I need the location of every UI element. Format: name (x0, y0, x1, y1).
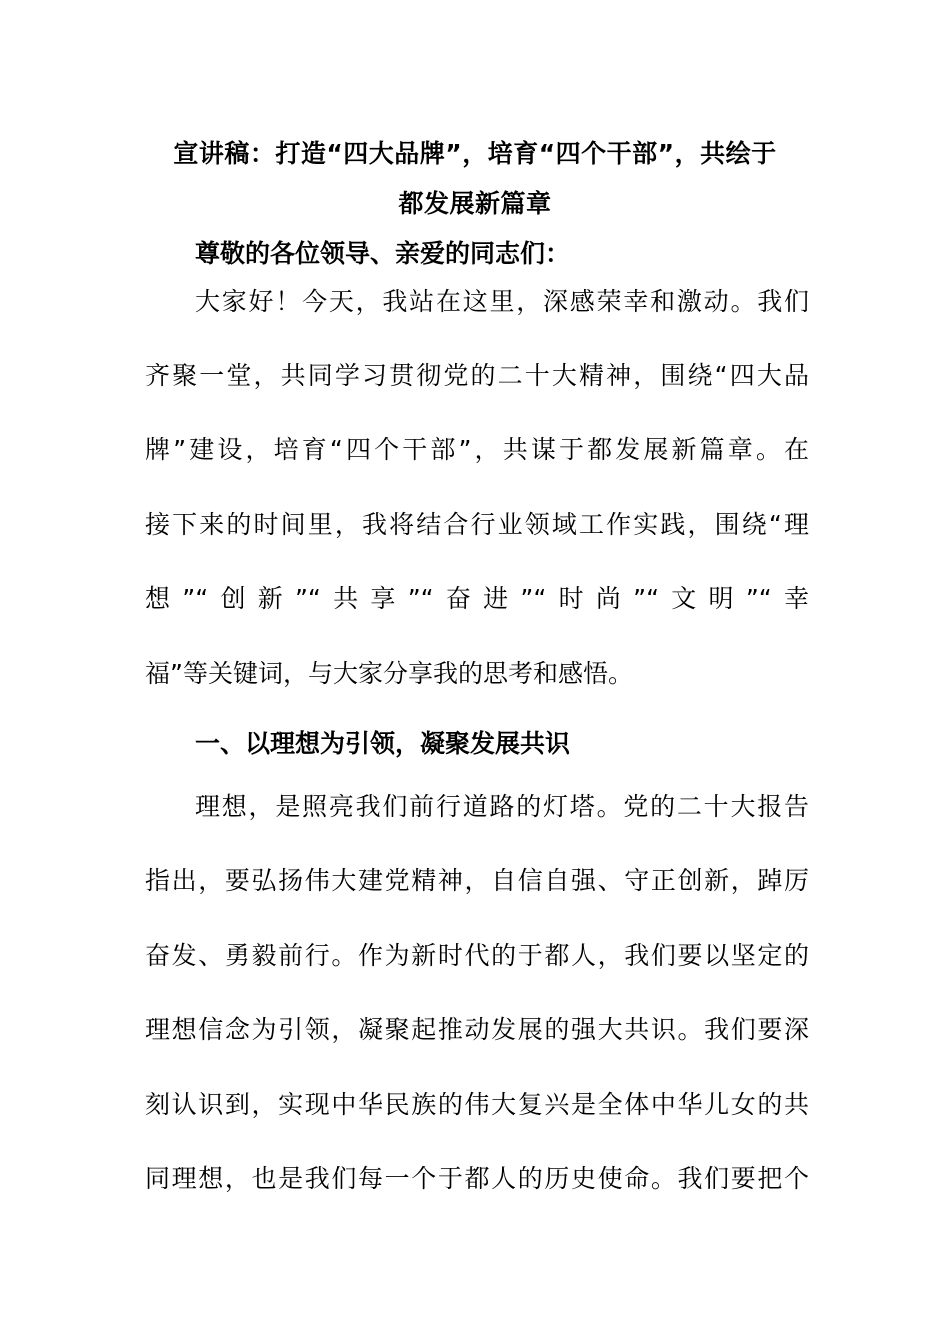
paragraph-line: 刻认识到，实现中华民族的伟大复兴是全体中华儿女的共 (145, 1090, 809, 1119)
document-title-line-2: 都发展新篇章 (398, 189, 552, 218)
paragraph-line: 接下来的时间里，我将结合行业领域工作实践，围绕“理 (145, 510, 809, 539)
paragraph-line: 大家好！今天，我站在这里，深感荣幸和激动。我们 (195, 287, 809, 316)
paragraph-line: 福”等关键词，与大家分享我的思考和感悟。 (145, 659, 633, 688)
document-title-line-1: 宣讲稿：打造“四大品牌”，培育“四个干部”，共绘于 (173, 139, 777, 168)
paragraph-line: 理想，是照亮我们前行道路的灯塔。党的二十大报告 (195, 792, 809, 821)
paragraph-line: 齐聚一堂，共同学习贯彻党的二十大精神，围绕“四大品 (145, 361, 809, 390)
paragraph-line: 指出，要弘扬伟大建党精神，自信自强、守正创新，踔厉 (145, 866, 809, 895)
section-heading: 一、以理想为引领，凝聚发展共识 (195, 729, 571, 758)
salutation: 尊敬的各位领导、亲爱的同志们： (195, 239, 571, 268)
paragraph-line: 奋发、勇毅前行。作为新时代的于都人，我们要以坚定的 (145, 941, 809, 970)
paragraph-line: 想”“创新”“共享”“奋进”“时尚”“文明”“幸 (145, 584, 809, 613)
paragraph-line: 同理想，也是我们每一个于都人的历史使命。我们要把个 (145, 1164, 809, 1193)
paragraph-line: 牌”建设，培育“四个干部”，共谋于都发展新篇章。在 (145, 435, 809, 464)
paragraph-line: 理想信念为引领，凝聚起推动发展的强大共识。我们要深 (145, 1015, 809, 1044)
